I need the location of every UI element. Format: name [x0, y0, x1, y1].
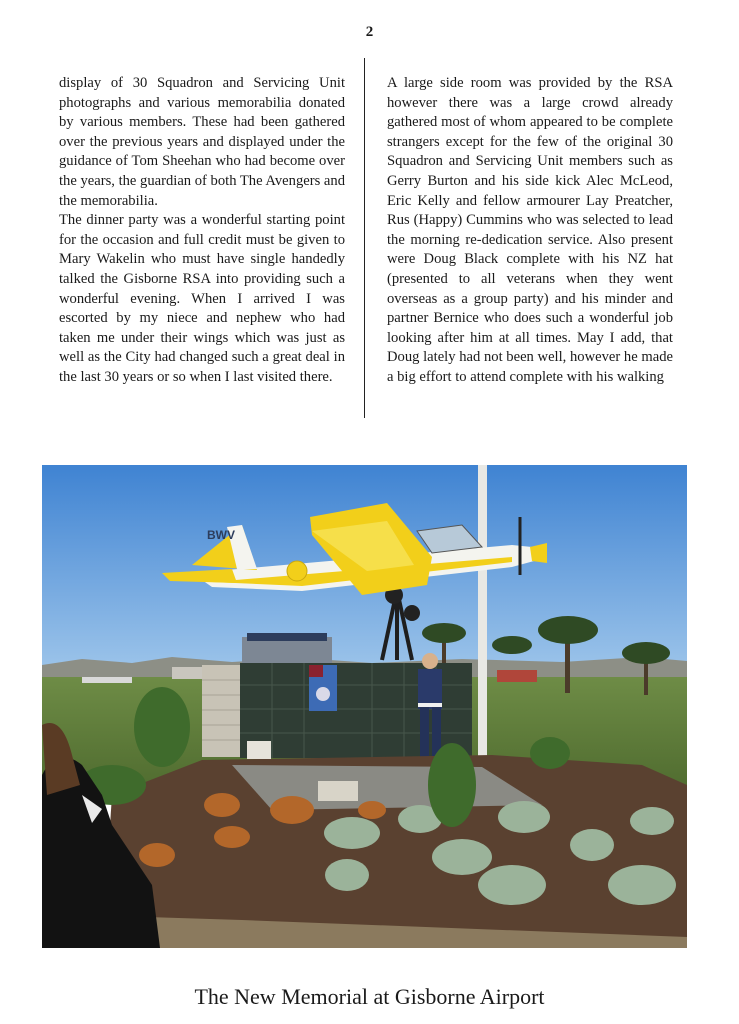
- parked-aircraft: [82, 677, 132, 683]
- left-text-column: [59, 74, 345, 388]
- photo-caption: The New Memorial at Gisborne Airport: [194, 984, 545, 1009]
- left-paragraph-1: display of 30 Squadron and Servicing Unit photographs and various memorabilia donated by various members. These had been gathered over the previous years and displayed under the guidance of Tom Sheehan who had become over the years, the guardian of both The Avengers and the memorabilia.: [59, 75, 345, 209]
- flagpole: [478, 465, 487, 785]
- right-text-column: [387, 74, 673, 388]
- aircraft-tail-marking: BWV: [207, 528, 235, 542]
- left-paragraph-2: The dinner party was a wonderful starting point for the occasion and full credit must be given to Mary Wakelin who must have single handedly talked the Gisborne RSA into providing such a wonderful evening. When I arrived I was escorted by my niece and nephew who had taken me under their wings which was just as well as the City had changed such a great deal in the last 30 years or so when I last visited there.: [59, 212, 345, 385]
- memorial-plaque-stone: [318, 781, 358, 801]
- column-divider: [364, 58, 365, 418]
- hangar-building: [242, 637, 332, 667]
- page-number: 2: [365, 24, 374, 40]
- memorial-photo: [42, 465, 687, 948]
- right-paragraph-1: A large side room was provided by the RSA however there was a large crowd already gathered most of whom appeared to be complete strangers except for the few of the original 30 Squadron and Servicing Unit members such as Gerry Burton and his side kick Alec McLeod, Eric Kelly and fellow armourer Lay Preatcher, Rus (Happy) Cummins who was selected to lead the morning re-dedication service. Also present were Doug Black complete with his NZ hat (presented to all veterans when they went overseas as a group party) and his minder and partner Bernice who does such a wonderful job looking after him at all times. May I add, that Doug lately had not been well, however he made a big effort to attend complete with his walking: [387, 75, 673, 385]
